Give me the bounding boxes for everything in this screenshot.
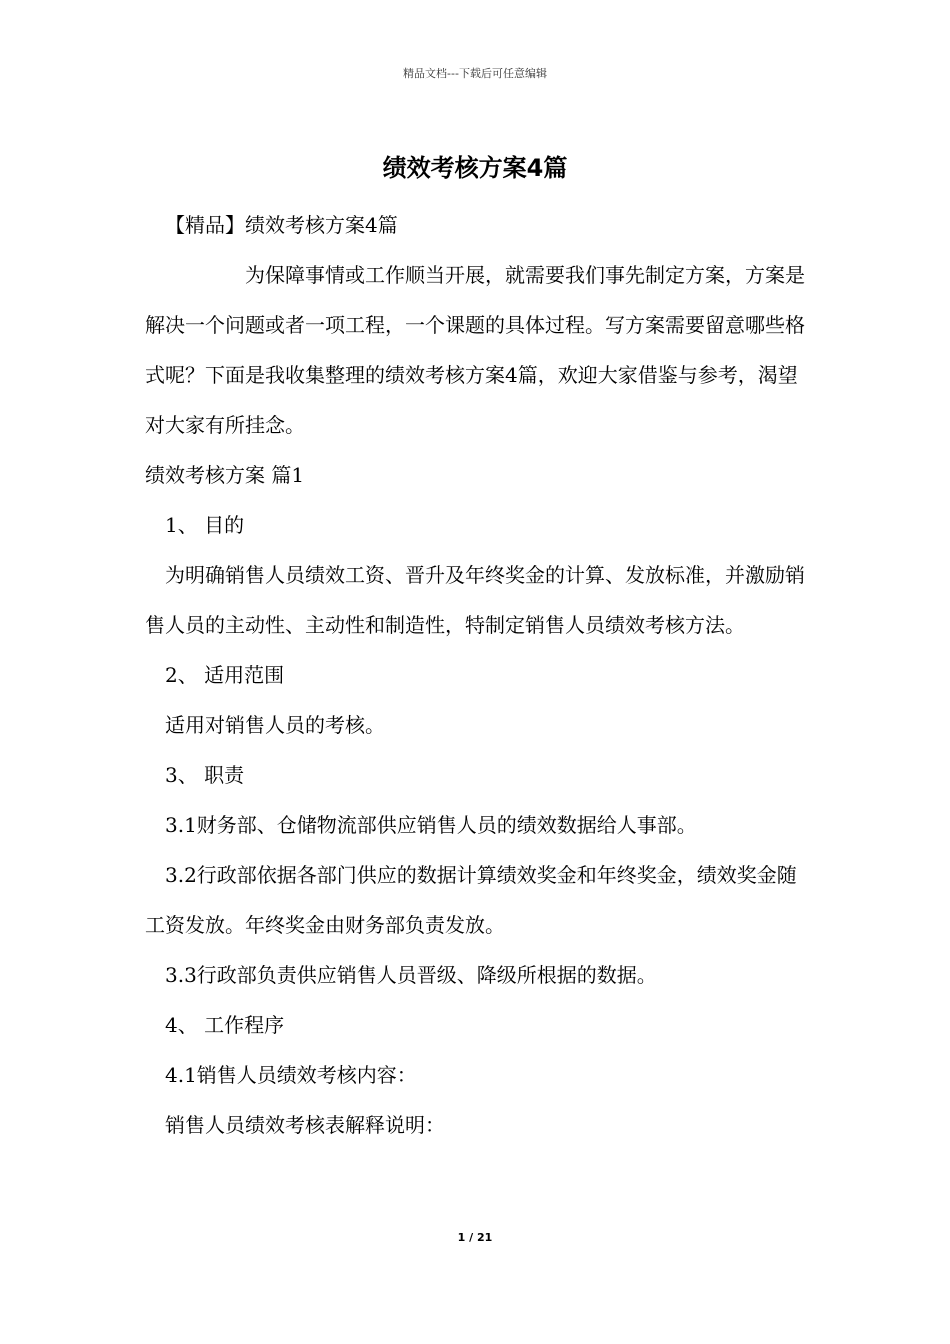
document-title: 绩效考核方案4篇 xyxy=(382,154,568,182)
sub-item: 3.1财务部、仓储物流部供应销售人员的绩效数据给人事部。 xyxy=(165,813,697,837)
item-heading: 3、 职责 xyxy=(165,763,245,787)
sub-item: 3.3行政部负责供应销售人员晋级、降级所根据的数据。 xyxy=(165,963,657,987)
intro-paragraph: 为保障事情或工作顺当开展，就需要我们事先制定方案，方案是解决一个问题或者一项工程，一个课题的具体过程。写方案需要留意哪些格式呢？下面是我收集整理的绩效考核方案4篇，欢迎大家借鉴与参考，渴望对大家有所挂念。 xyxy=(145,263,805,437)
item-body: 销售人员绩效考核表解释说明： xyxy=(165,1113,445,1137)
item-body: 为明确销售人员绩效工资、晋升及年终奖金的计算、发放标准，并激励销售人员的主动性、主动性和制造性，特制定销售人员绩效考核方法。 xyxy=(145,563,805,637)
item-heading: 4、 工作程序 xyxy=(165,1013,285,1037)
sub-item: 3.2行政部依据各部门供应的数据计算绩效奖金和年终奖金，绩效奖金随工资发放。年终奖金由财务部负责发放。 xyxy=(145,863,797,937)
page-header: 精品文档---下载后可任意编辑 xyxy=(403,67,547,80)
section-heading: 绩效考核方案 篇1 xyxy=(145,463,305,487)
subtitle-paragraph: 【精品】绩效考核方案4篇 xyxy=(165,213,398,237)
sub-item: 4.1销售人员绩效考核内容： xyxy=(165,1063,417,1087)
document-body xyxy=(145,200,810,1150)
item-heading: 2、 适用范围 xyxy=(165,663,285,687)
item-heading: 1、 目的 xyxy=(165,513,245,537)
item-body: 适用对销售人员的考核。 xyxy=(165,713,385,737)
page-indicator: 1 / 21 xyxy=(457,1231,493,1244)
